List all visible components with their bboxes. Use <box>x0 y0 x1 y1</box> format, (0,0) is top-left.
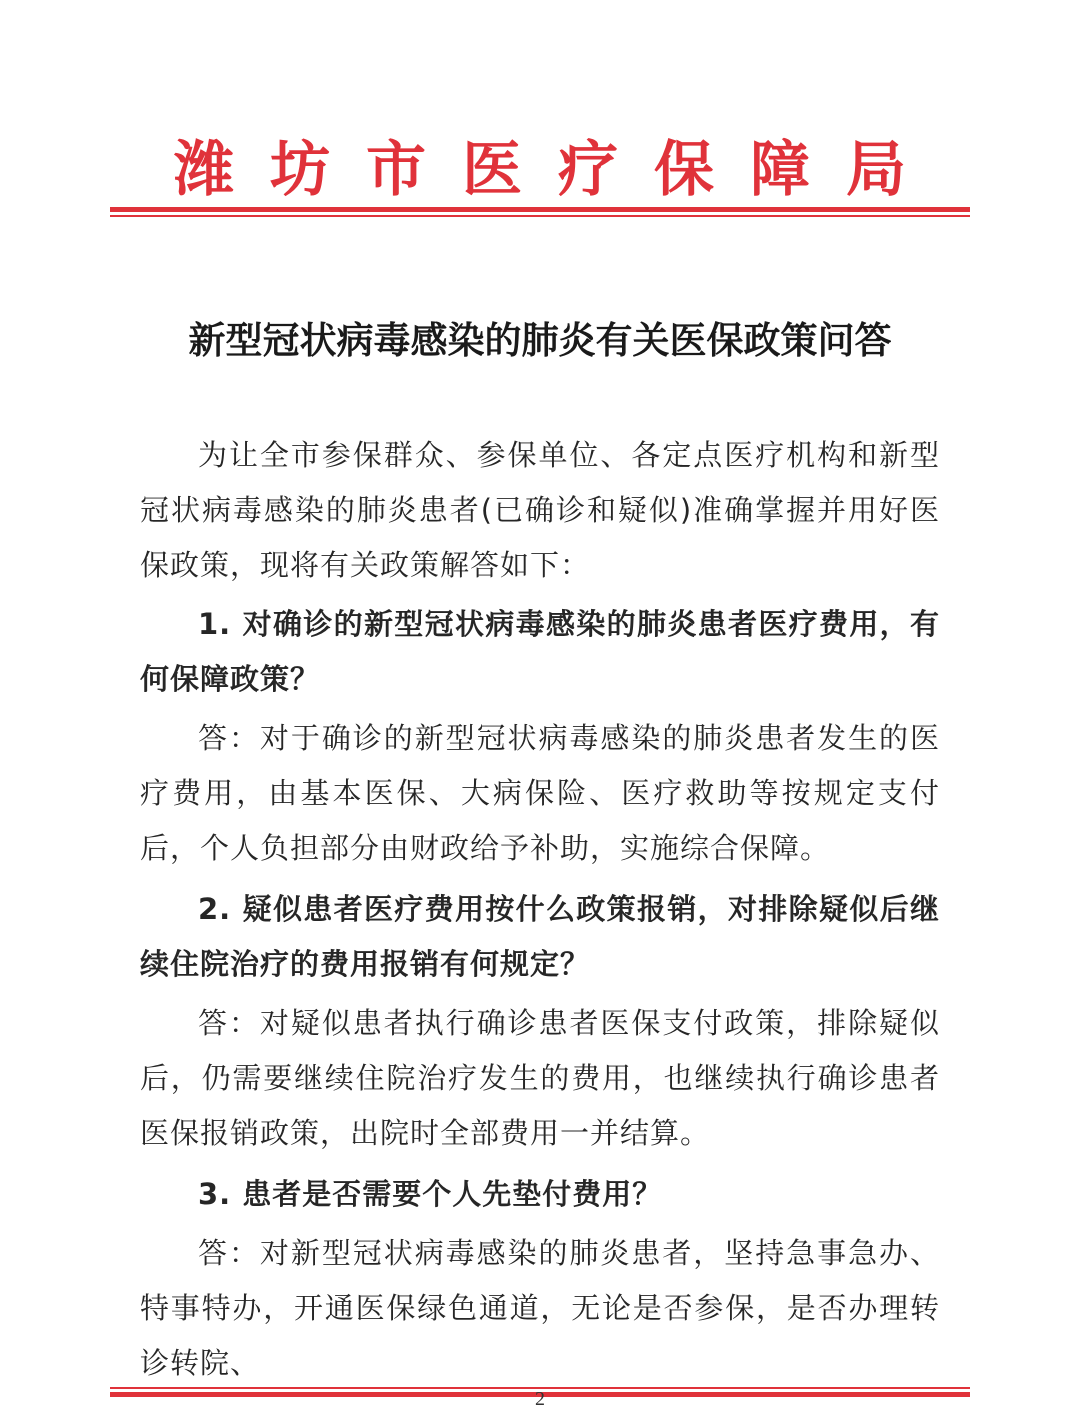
answer-2: 答：对疑似患者执行确诊患者医保支付政策，排除疑似后，仍需要继续住院治疗发生的费用，也继续执行确诊患者医保报销政策，出院时全部费用一并结算。 <box>140 1006 940 1150</box>
intro-paragraph: 为让全市参保群众、参保单位、各定点医疗机构和新型冠状病毒感染的肺炎患者(已确诊和疑似)准确掌握并用好医保政策，现将有关政策解答如下： <box>140 438 940 582</box>
question-1: 1. 对确诊的新型冠状病毒感染的肺炎患者医疗费用，有何保障政策？ <box>140 607 940 696</box>
header-rule-thin <box>110 215 970 217</box>
header-rule-thick <box>110 207 970 212</box>
agency-letterhead: 潍坊市医疗保障局 <box>174 135 942 205</box>
answer-1: 答：对于确诊的新型冠状病毒感染的肺炎患者发生的医疗费用，由基本医保、大病保险、医疗救助等按规定支付后，个人负担部分由财政给予补助，实施综合保障。 <box>140 721 940 865</box>
question-2: 2. 疑似患者医疗费用按什么政策报销，对排除疑似后继续住院治疗的费用报销有何规定？ <box>140 892 940 981</box>
document-body <box>140 428 940 1397</box>
document-title: 新型冠状病毒感染的肺炎有关医保政策问答 <box>188 318 892 362</box>
page-number: 2 <box>535 1388 545 1410</box>
question-3: 3. 患者是否需要个人先垫付费用？ <box>198 1177 663 1211</box>
answer-3: 答：对新型冠状病毒感染的肺炎患者，坚持急事急办、特事特办，开通医保绿色通道，无论是否参保，是否办理转诊转院、 <box>140 1236 940 1380</box>
